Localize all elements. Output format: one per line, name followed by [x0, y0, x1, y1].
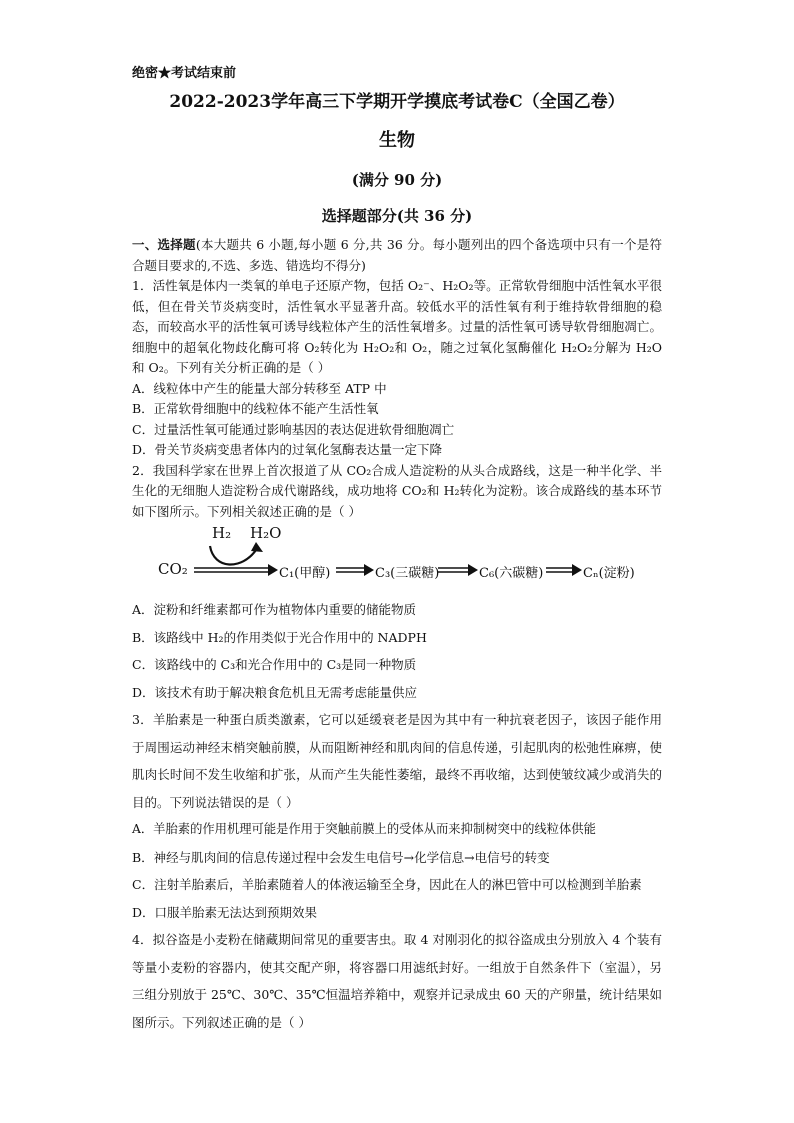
question-3-option-d: D．口服羊胎素无法达到预期效果 [132, 904, 318, 920]
diagram-h2-label: H₂ [212, 524, 232, 542]
question-2-option-c: C．该路线中的 C₃和光合作用中的 C₃是同一种物质 [132, 657, 417, 672]
diagram-c1-label: C₁(甲醇) [279, 566, 331, 581]
diagram-c6-label: C₆(六碳糖) [479, 566, 544, 581]
exam-title: 2022-2023学年高三下学期开学摸底考试卷C（全国乙卷） [169, 92, 625, 112]
intro-text: (本大题共 6 小题,每小题 6 分,共 36 分。每小题列出的四个备选项中只有一个是符合题目要求的,不选、多选、错选均不得分) [132, 237, 662, 273]
secret-label: 绝密★考试结束前 [132, 66, 237, 81]
curve-arrow-head [251, 542, 263, 552]
question-3-option-c: C．注射羊胎素后，羊胎素随着人的体液运输至全身，因此在人的淋巴管中可以检测到羊胎素 [132, 877, 642, 892]
full-score: (满分 90 分) [351, 171, 443, 189]
question-1-option-a: A．线粒体中产生的能量大部分转移至 ATP 中 [132, 380, 387, 396]
subject-title: 生物 [379, 130, 415, 151]
question-2-option-a: A．淀粉和纤维素都可作为植物体内重要的储能物质 [132, 602, 417, 617]
question-1-option-d: D．骨关节炎病变患者体内的过氧化氢酶表达量一定下降 [132, 442, 443, 457]
diagram-cn-label: Cₙ(淀粉) [583, 566, 635, 581]
section-title: 选择题部分(共 36 分) [321, 207, 473, 225]
curve-arrow [210, 546, 256, 565]
exam-page [132, 60, 662, 1036]
intro-bold: 一、选择题 [132, 237, 196, 252]
question-2-option-b: B．该路线中 H₂的作用类似于光合作用中的 NADPH [132, 629, 427, 645]
question-block-2 [132, 596, 662, 1036]
question-1-stem: 1．活性氧是体内一类氧的单电子还原产物，包括 O₂⁻、H₂O₂等。正常软骨细胞中活性氧水平很低，但在骨关节炎病变时，活性氧水平显著升高。较低水平的活性氧有利于维持软骨细胞的稳态，而较高水平的活性氧可诱导线粒体产生的活性氧增多。过量的活性氧可诱导软骨细胞凋亡。细胞中的超氧化物歧化酶可将 O₂转化为 H₂O₂和 O₂，随之过氧化氢酶催化 H₂O₂分解为 H₂O 和 O₂。下列有关分析正确的是（ ） [132, 278, 662, 375]
question-3-option-a: A．羊胎素的作用机理可能是作用于突触前膜上的受体从而来抑制树突中的线粒体供能 [132, 822, 596, 836]
question-1-option-b: B．正常软骨细胞中的线粒体不能产生活性氧 [132, 401, 379, 416]
question-2-stem: 2．我国科学家在世界上首次报道了从 CO₂合成人造淀粉的从头合成路线，这是一种半化学、半生化的无细胞人造淀粉合成代谢路线，成功地将 CO₂和 H₂转化为淀粉。该合成路线的基本环节如下图所示。下列相关叙述正确的是（ ） [132, 462, 662, 519]
question-3-option-b: B．神经与肌肉间的信息传递过程中会发生电信号→化学信息→电信号的转变 [132, 849, 550, 865]
question-block-1 [132, 235, 662, 522]
diagram-co2-label: CO₂ [158, 560, 188, 578]
question-4-stem: 4．拟谷盗是小麦粉在储藏期间常见的重要害虫。取 4 对刚羽化的拟谷盗成虫分别放入 4 个装有等量小麦粉的容器内，使其交配产卵，将容器口用滤纸封好。一组放于自然条件下（室温），另三组分别放于 25℃、30℃、35℃恒温培养箱中，观察并记录成虫 60 天的产卵量，统计结果如图所示。下列叙述正确的是（ ） [132, 932, 662, 1030]
diagram-c3-label: C₃(三碳糖) [375, 566, 440, 581]
section-intro [132, 235, 662, 276]
question-3-stem: 3．羊胎素是一种蛋白质类激素，它可以延缓衰老是因为其中有一种抗衰老因子，该因子能作用于周围运动神经末梢突触前膜，从而阻断神经和肌肉间的信息传递，引起肌肉的松弛性麻痹，使肌肉长时间不发生收缩和扩张，从而产生失能性萎缩，最终不再收缩，达到使皱纹减少或消失的目的。下列说法错误的是（ ） [132, 712, 662, 810]
question-2-option-d: D．该技术有助于解决粮食危机且无需考虑能量供应 [132, 684, 418, 700]
synthesis-pathway-diagram [132, 524, 662, 594]
question-1-option-c: C．过量活性氧可能通过影响基因的表达促进软骨细胞凋亡 [132, 421, 455, 437]
diagram-h2o-label: H₂O [250, 524, 282, 542]
